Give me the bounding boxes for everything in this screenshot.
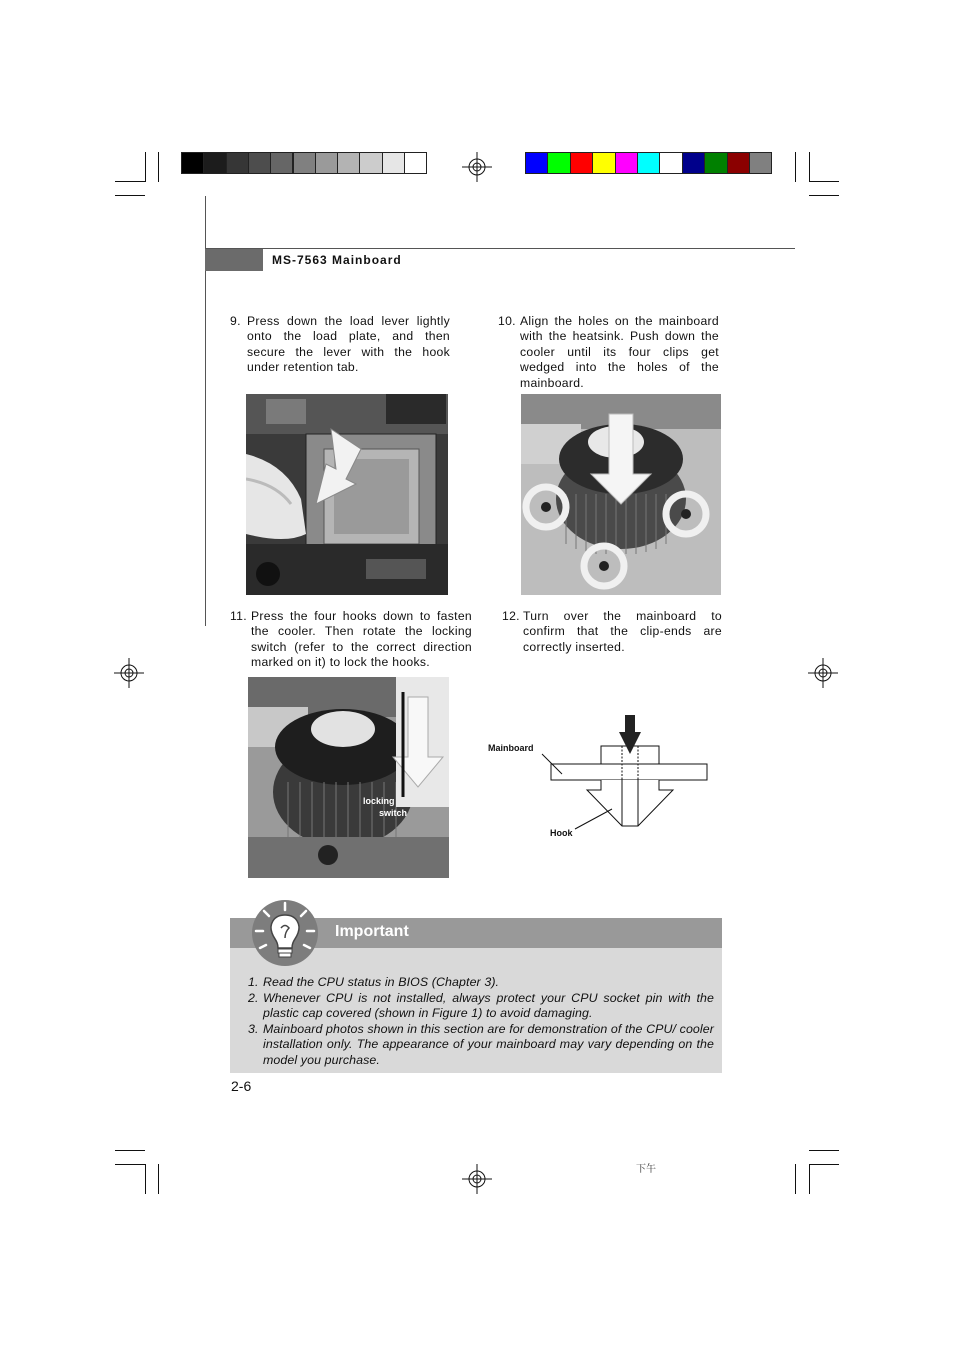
color-swatch xyxy=(615,152,638,174)
step-12 xyxy=(502,609,722,657)
item-number: 3. xyxy=(248,1021,259,1036)
header-tab xyxy=(205,249,263,271)
color-swatch xyxy=(248,152,271,174)
important-item xyxy=(248,991,714,1022)
color-swatch xyxy=(382,152,405,174)
color-swatch xyxy=(547,152,570,174)
step-number: 10. xyxy=(498,314,516,328)
step-9 xyxy=(230,314,450,378)
step-number: 11. xyxy=(230,609,247,623)
header-title: MS-7563 Mainboard xyxy=(272,253,402,267)
step-text: Press the four hooks down to fasten the cooler. Then rotate the locking switch (refer to the correct direction marked on it) to lock the hooks. xyxy=(251,609,472,670)
header-rule xyxy=(205,248,795,249)
item-text: Whenever CPU is not installed, always protect your CPU socket pin with the plastic cap covered (shown in Figure 1) to avoid damaging. xyxy=(263,990,714,1020)
color-swatch xyxy=(592,152,615,174)
item-number: 2. xyxy=(248,990,259,1005)
color-swatch xyxy=(570,152,593,174)
color-swatch xyxy=(315,152,338,174)
item-text: Mainboard photos shown in this section are for demonstration of the CPU/ cooler installation only. The appearance of your mainboard may vary depending on the model you purchase. xyxy=(263,1021,714,1067)
label-locking: locking xyxy=(363,796,395,806)
color-swatch xyxy=(704,152,727,174)
photo-load-lever xyxy=(246,394,448,595)
color-swatch xyxy=(293,152,316,174)
photo-locking-switch xyxy=(248,677,449,878)
color-swatch xyxy=(637,152,660,174)
item-number: 1. xyxy=(248,975,259,989)
color-swatch xyxy=(682,152,705,174)
important-item xyxy=(248,975,714,991)
color-swatch xyxy=(525,152,548,174)
item-text: Read the CPU status in BIOS (Chapter 3). xyxy=(263,975,500,989)
step-text: Align the holes on the mainboard with the heatsink. Push down the cooler until its four clips get wedged into the holes of the mainboard. xyxy=(520,314,719,390)
color-swatch xyxy=(659,152,682,174)
step-11 xyxy=(230,609,472,673)
diagram-label-hook: Hook xyxy=(550,828,573,838)
color-swatch xyxy=(203,152,226,174)
footer-mark: 下午 xyxy=(636,1164,656,1175)
color-swatch xyxy=(359,152,382,174)
step-10 xyxy=(498,314,719,394)
registration-target-icon xyxy=(114,658,144,688)
color-swatch xyxy=(404,152,427,174)
registration-target-icon xyxy=(462,1164,492,1194)
color-swatch xyxy=(749,152,772,174)
step-number: 9. xyxy=(230,314,241,328)
color-swatch xyxy=(181,152,204,174)
diagram-label-mainboard: Mainboard xyxy=(488,743,534,753)
hook-diagram xyxy=(540,712,720,832)
important-title: Important xyxy=(335,923,409,940)
registration-target-icon xyxy=(808,658,838,688)
color-swatch xyxy=(270,152,293,174)
color-swatch xyxy=(226,152,249,174)
important-list xyxy=(248,975,714,1068)
photo-heatsink-align xyxy=(521,394,721,595)
label-switch: switch xyxy=(379,808,408,818)
step-number: 12. xyxy=(502,609,520,623)
registration-target-icon xyxy=(462,152,492,182)
color-swatch xyxy=(337,152,360,174)
important-item xyxy=(248,1022,714,1069)
step-text: Press down the load lever lightly onto the load plate, and then secure the lever with the hook under retention tab. xyxy=(247,314,450,375)
page-number: 2-6 xyxy=(231,1078,252,1094)
lightbulb-icon xyxy=(250,898,320,968)
color-swatch xyxy=(727,152,750,174)
step-text: Turn over the mainboard to confirm that the clip-ends are correctly inserted. xyxy=(523,609,722,654)
